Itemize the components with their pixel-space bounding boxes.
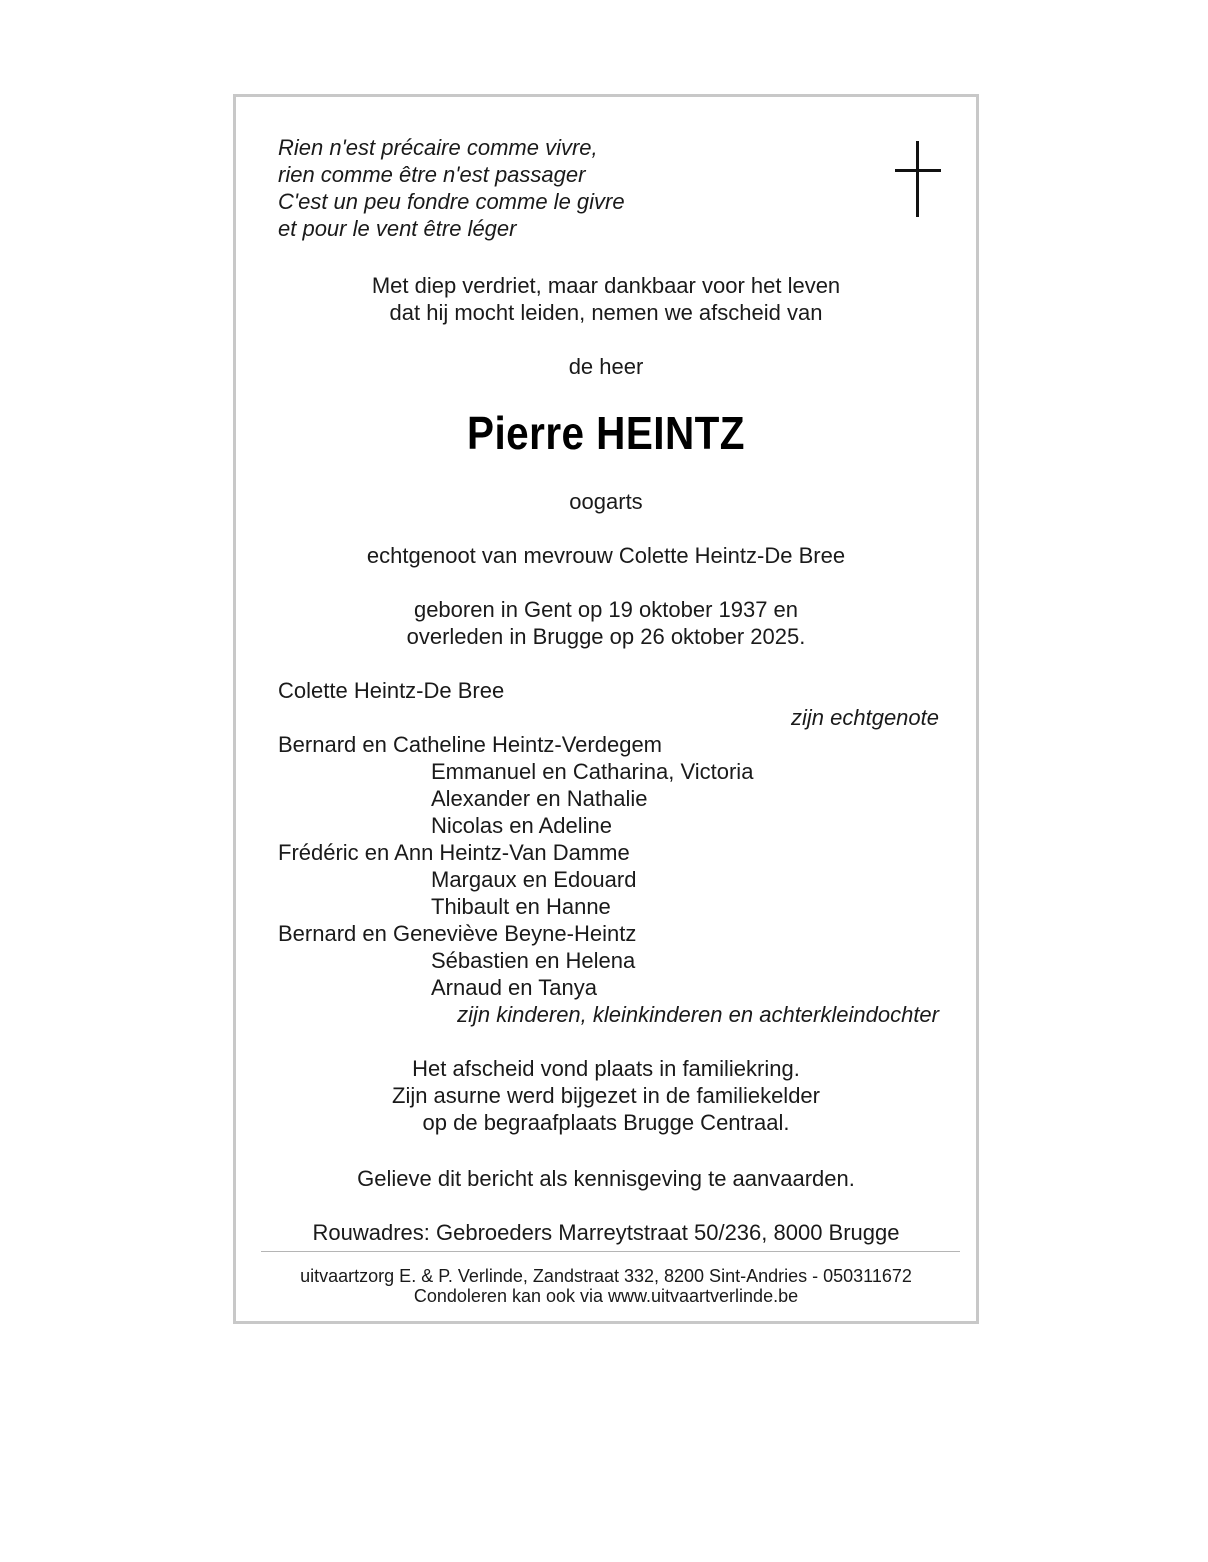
occupation: oogarts [569,489,643,514]
child-parents: Frédéric en Ann Heintz-Van Damme [278,840,630,865]
birth-death-dates [236,596,976,650]
spouse-line: echtgenoot van mevrouw Colette Heintz-De Bree [366,543,846,568]
farewell-text [236,1055,976,1136]
mourning-address: Rouwadres: Gebroeders Marreytstraat 50/236, 8000 Brugge [312,1220,900,1245]
farewell-line: Zijn asurne werd bijgezet in de familiekelder [392,1083,820,1108]
grandchild: Nicolas en Adeline [431,813,613,838]
footer-line: Condoleren kan ook via www.uitvaartverlinde.be [413,1286,799,1306]
poem-line: et pour le vent être léger [278,216,517,241]
intro-text [236,272,976,326]
intro-line: dat hij mocht leiden, nemen we afscheid van [389,300,823,325]
grandchild: Sébastien en Helena [431,948,636,973]
poem-line: Rien n'est précaire comme vivre, [278,135,598,160]
family-list [278,677,939,1028]
date-line: geboren in Gent op 19 oktober 1937 en [413,597,799,622]
footer-line: uitvaartzorg E. & P. Verlinde, Zandstraat 332, 8200 Sint-Andries - 050311672 [300,1266,912,1286]
children-role: zijn kinderen, kleinkinderen en achterkleindochter [457,1002,939,1027]
title-prefix: de heer [568,354,644,379]
spouse-role: zijn echtgenote [791,705,939,730]
farewell-line: Het afscheid vond plaats in familiekring. [412,1056,800,1081]
spouse-name: Colette Heintz-De Bree [278,678,505,703]
farewell-line: op de begraafplaats Brugge Centraal. [422,1110,790,1135]
funeral-home-footer [236,1266,976,1306]
poem-line: rien comme être n'est passager [278,162,586,187]
divider [261,1251,960,1252]
grandchild: Thibault en Hanne [431,894,611,919]
grandchild: Alexander en Nathalie [431,786,648,811]
latin-cross-icon [895,141,941,217]
child-parents: Bernard en Catheline Heintz-Verdegem [278,732,663,757]
deceased-name: Pierre HEINTZ [467,407,745,459]
death-notice-card [233,94,979,1324]
grandchild: Emmanuel en Catharina, Victoria [431,759,754,784]
poem-line: C'est un peu fondre comme le givre [278,189,625,214]
grandchild: Arnaud en Tanya [431,975,597,1000]
child-parents: Bernard en Geneviève Beyne-Heintz [278,921,637,946]
date-line: overleden in Brugge op 26 oktober 2025. [406,624,806,649]
notice-text: Gelieve dit bericht als kennisgeving te aanvaarden. [357,1166,855,1191]
grandchild: Margaux en Edouard [431,867,637,892]
intro-line: Met diep verdriet, maar dankbaar voor het leven [371,273,841,298]
poem [278,134,625,242]
